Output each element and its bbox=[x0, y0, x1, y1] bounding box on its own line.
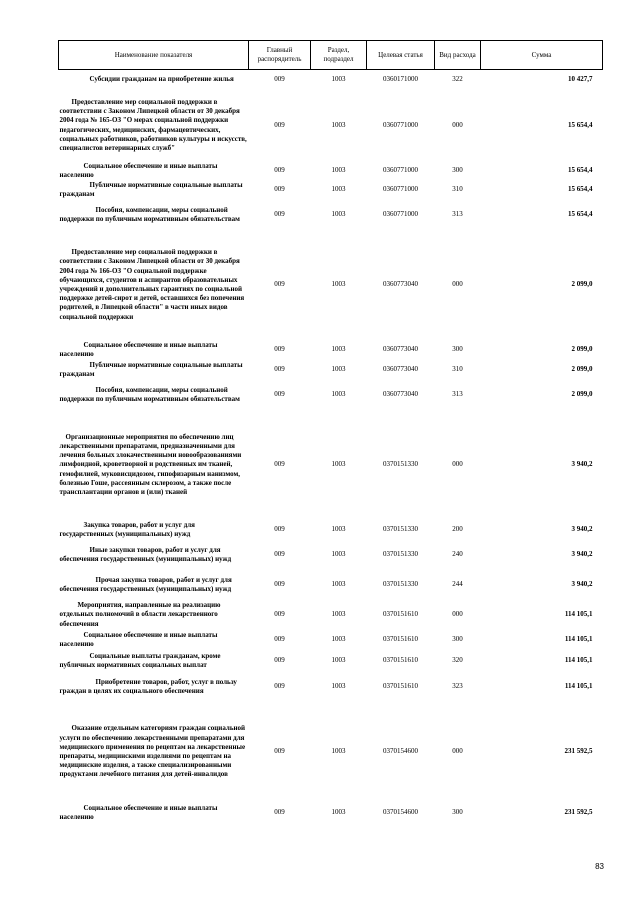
row-type-cell: 000 bbox=[452, 120, 463, 129]
row-target-cell: 0360771000 bbox=[383, 166, 418, 175]
row-admin-cell: 009 bbox=[274, 682, 285, 691]
row-target-cell: 0360771000 bbox=[383, 120, 418, 129]
table-row bbox=[59, 802, 603, 824]
table-row bbox=[59, 630, 603, 650]
row-amount-cell: 2 099,0 bbox=[571, 345, 593, 354]
row-section-cell: 1003 bbox=[331, 345, 346, 354]
row-type-cell: 000 bbox=[452, 460, 463, 469]
row-name-cell: Публичные нормативные социальные выплаты гражданам bbox=[59, 360, 243, 378]
row-name-cell: Публичные нормативные социальные выплаты гражданам bbox=[59, 180, 243, 198]
row-amount-cell: 3 940,2 bbox=[571, 580, 593, 589]
row-section-cell: 1003 bbox=[331, 747, 346, 756]
header-amount: Сумма bbox=[481, 41, 603, 70]
row-admin-cell: 009 bbox=[274, 580, 285, 589]
row-amount-cell: 10 427,7 bbox=[568, 75, 593, 84]
row-amount-cell: 3 940,2 bbox=[571, 550, 593, 559]
row-amount-cell: 2 099,0 bbox=[571, 365, 593, 374]
row-type-cell: 240 bbox=[452, 550, 463, 559]
header-section: Раздел, подраздел bbox=[311, 41, 367, 70]
row-section-cell: 1003 bbox=[331, 166, 346, 175]
row-name-cell: Прочая закупка товаров, работ и услуг для обеспечения государственных (муниципальных) нужд bbox=[59, 575, 232, 593]
row-name-cell: Оказание отдельным категориям граждан социальной услуги по обеспечению лекарственными препаратами для медицинского применения по рецептам на лекарственные препараты, медицинскими изделиями по рецептам на медицинские изделия, а также специализированными продуктами лечебного питания для детей-инвалидов bbox=[59, 724, 246, 779]
row-type-cell: 300 bbox=[452, 635, 463, 644]
row-amount-cell: 3 940,2 bbox=[571, 460, 593, 469]
row-name-cell: Субсидии гражданам на приобретение жилья bbox=[89, 75, 234, 84]
row-type-cell: 244 bbox=[452, 580, 463, 589]
row-section-cell: 1003 bbox=[331, 210, 346, 219]
row-amount-cell: 231 592,5 bbox=[564, 747, 593, 756]
table-row bbox=[59, 650, 603, 672]
row-target-cell: 0370151610 bbox=[383, 635, 418, 644]
row-name-cell: Иные закупки товаров, работ и услуг для обеспечения государственных (муниципальных) нужд bbox=[59, 545, 232, 563]
row-admin-cell: 009 bbox=[274, 365, 285, 374]
row-type-cell: 322 bbox=[452, 75, 463, 84]
row-target-cell: 0370151330 bbox=[383, 525, 418, 534]
row-admin-cell: 009 bbox=[274, 390, 285, 399]
table-row bbox=[59, 672, 603, 702]
row-target-cell: 0360771000 bbox=[383, 210, 418, 219]
row-type-cell: 000 bbox=[452, 747, 463, 756]
row-name-cell: Предоставление мер социальной поддержки в соответствии с Законом Липецкой области от 30 декабря 2004 года № 165-ОЗ "О мерах социальной поддержки педагогических, медицинских, фармацевтических, социальных работников, работников культуры и искусств, специалистов ветеринарных служб" bbox=[59, 97, 247, 152]
table-row bbox=[59, 410, 603, 520]
row-target-cell: 0360773040 bbox=[383, 365, 418, 374]
row-name-cell: Организационные мероприятия по обеспечению лиц лекарственными препаратами, предназначенными для лечения больных злокачественными новообразованиями лимфоидной, кроветворной и родственных им тканей, гемофилией, муковисцидозом, гипофизарным нанизмом, болезнью Гоше, рассеянным склерозом, а также после трансплантации органов и (или) тканей bbox=[59, 432, 242, 496]
row-section-cell: 1003 bbox=[331, 580, 346, 589]
row-admin-cell: 009 bbox=[274, 635, 285, 644]
row-admin-cell: 009 bbox=[274, 610, 285, 619]
row-amount-cell: 114 105,1 bbox=[564, 682, 593, 691]
row-amount-cell: 114 105,1 bbox=[564, 656, 593, 665]
row-name-cell: Пособия, компенсации, меры социальной поддержки по публичным нормативным обязательствам bbox=[59, 205, 240, 223]
row-admin-cell: 009 bbox=[274, 75, 285, 84]
row-type-cell: 320 bbox=[452, 656, 463, 665]
row-type-cell: 310 bbox=[452, 365, 463, 374]
row-section-cell: 1003 bbox=[331, 682, 346, 691]
row-name-cell: Социальное обеспечение и иные выплаты населению bbox=[59, 340, 218, 358]
budget-table bbox=[58, 40, 603, 824]
table-row bbox=[59, 540, 603, 570]
row-section-cell: 1003 bbox=[331, 635, 346, 644]
row-section-cell: 1003 bbox=[331, 610, 346, 619]
row-amount-cell: 3 940,2 bbox=[571, 525, 593, 534]
table-row bbox=[59, 570, 603, 600]
table-row bbox=[59, 340, 603, 360]
row-amount-cell: 2 099,0 bbox=[571, 280, 593, 289]
page-number: 83 bbox=[595, 862, 604, 871]
row-type-cell: 323 bbox=[452, 682, 463, 691]
row-section-cell: 1003 bbox=[331, 120, 346, 129]
table-header-row bbox=[59, 41, 603, 70]
row-type-cell: 000 bbox=[452, 280, 463, 289]
row-name-cell: Закупка товаров, работ и услуг для государственных (муниципальных) нужд bbox=[59, 520, 195, 538]
row-section-cell: 1003 bbox=[331, 390, 346, 399]
row-section-cell: 1003 bbox=[331, 280, 346, 289]
header-target: Целевая статья bbox=[367, 41, 435, 70]
header-expense-type: Вид расхода bbox=[435, 41, 481, 70]
row-type-cell: 310 bbox=[452, 185, 463, 194]
row-type-cell: 300 bbox=[452, 808, 463, 817]
table-row bbox=[59, 230, 603, 340]
row-admin-cell: 009 bbox=[274, 120, 285, 129]
row-section-cell: 1003 bbox=[331, 808, 346, 817]
table-row bbox=[59, 180, 603, 200]
row-target-cell: 0360773040 bbox=[383, 280, 418, 289]
table-row bbox=[59, 200, 603, 230]
row-amount-cell: 231 592,5 bbox=[564, 808, 593, 817]
row-amount-cell: 114 105,1 bbox=[564, 635, 593, 644]
row-amount-cell: 114 105,1 bbox=[564, 610, 593, 619]
row-section-cell: 1003 bbox=[331, 460, 346, 469]
row-amount-cell: 15 654,4 bbox=[568, 210, 593, 219]
row-name-cell: Социальное обеспечение и иные выплаты населению bbox=[59, 803, 218, 821]
row-target-cell: 0370151610 bbox=[383, 656, 418, 665]
row-admin-cell: 009 bbox=[274, 280, 285, 289]
table-row bbox=[59, 520, 603, 540]
row-section-cell: 1003 bbox=[331, 550, 346, 559]
row-admin-cell: 009 bbox=[274, 166, 285, 175]
row-target-cell: 0360171000 bbox=[383, 75, 418, 84]
row-name-cell: Социальное обеспечение и иные выплаты населению bbox=[59, 161, 218, 179]
row-admin-cell: 009 bbox=[274, 345, 285, 354]
row-section-cell: 1003 bbox=[331, 656, 346, 665]
row-type-cell: 200 bbox=[452, 525, 463, 534]
row-admin-cell: 009 bbox=[274, 747, 285, 756]
row-target-cell: 0370151330 bbox=[383, 550, 418, 559]
row-name-cell: Предоставление мер социальной поддержки в соответствии с Законом Липецкой области от 30 декабря 2004 года № 166-ОЗ "О социальной поддержке обучающихся, студентов и аспирантов образовательных учреждений и дополнительных гарантиях по социальной поддержке детей-сирот и детей, оставшихся без попечения родителей, в Липецкой области" в части иных видов социальной поддержки bbox=[59, 248, 245, 321]
row-target-cell: 0360773040 bbox=[383, 345, 418, 354]
row-section-cell: 1003 bbox=[331, 75, 346, 84]
table-row bbox=[59, 162, 603, 180]
header-admin: Главный распорядитель bbox=[249, 41, 311, 70]
row-target-cell: 0360771000 bbox=[383, 185, 418, 194]
row-name-cell: Социальные выплаты гражданам, кроме публичных нормативных социальных выплат bbox=[59, 651, 221, 669]
row-section-cell: 1003 bbox=[331, 525, 346, 534]
table-row bbox=[59, 360, 603, 380]
row-admin-cell: 009 bbox=[274, 210, 285, 219]
row-target-cell: 0360773040 bbox=[383, 390, 418, 399]
row-target-cell: 0370154600 bbox=[383, 808, 418, 817]
row-type-cell: 313 bbox=[452, 390, 463, 399]
header-name: Наименование показателя bbox=[59, 41, 249, 70]
row-target-cell: 0370151330 bbox=[383, 460, 418, 469]
row-type-cell: 300 bbox=[452, 345, 463, 354]
row-admin-cell: 009 bbox=[274, 460, 285, 469]
row-target-cell: 0370151330 bbox=[383, 580, 418, 589]
row-type-cell: 000 bbox=[452, 610, 463, 619]
table-row bbox=[59, 90, 603, 162]
row-target-cell: 0370151610 bbox=[383, 610, 418, 619]
row-admin-cell: 009 bbox=[274, 808, 285, 817]
row-name-cell: Мероприятия, направленные на реализацию отдельных полномочий в области лекарственного обеспечения bbox=[59, 601, 221, 628]
row-admin-cell: 009 bbox=[274, 550, 285, 559]
row-type-cell: 300 bbox=[452, 166, 463, 175]
row-section-cell: 1003 bbox=[331, 185, 346, 194]
row-name-cell: Приобретение товаров, работ, услуг в пользу граждан в целях их социального обеспечения bbox=[59, 677, 237, 695]
table-row bbox=[59, 380, 603, 410]
row-target-cell: 0370151610 bbox=[383, 682, 418, 691]
row-type-cell: 313 bbox=[452, 210, 463, 219]
row-amount-cell: 15 654,4 bbox=[568, 120, 593, 129]
row-amount-cell: 15 654,4 bbox=[568, 185, 593, 194]
row-name-cell: Социальное обеспечение и иные выплаты населению bbox=[59, 630, 218, 648]
row-section-cell: 1003 bbox=[331, 365, 346, 374]
table-row bbox=[59, 702, 603, 802]
table-row bbox=[59, 70, 603, 90]
row-admin-cell: 009 bbox=[274, 656, 285, 665]
row-target-cell: 0370154600 bbox=[383, 747, 418, 756]
row-name-cell: Пособия, компенсации, меры социальной поддержки по публичным нормативным обязательствам bbox=[59, 385, 240, 403]
row-admin-cell: 009 bbox=[274, 525, 285, 534]
table-row bbox=[59, 600, 603, 630]
budget-table-page bbox=[58, 40, 602, 824]
row-amount-cell: 2 099,0 bbox=[571, 390, 593, 399]
row-admin-cell: 009 bbox=[274, 185, 285, 194]
row-amount-cell: 15 654,4 bbox=[568, 166, 593, 175]
